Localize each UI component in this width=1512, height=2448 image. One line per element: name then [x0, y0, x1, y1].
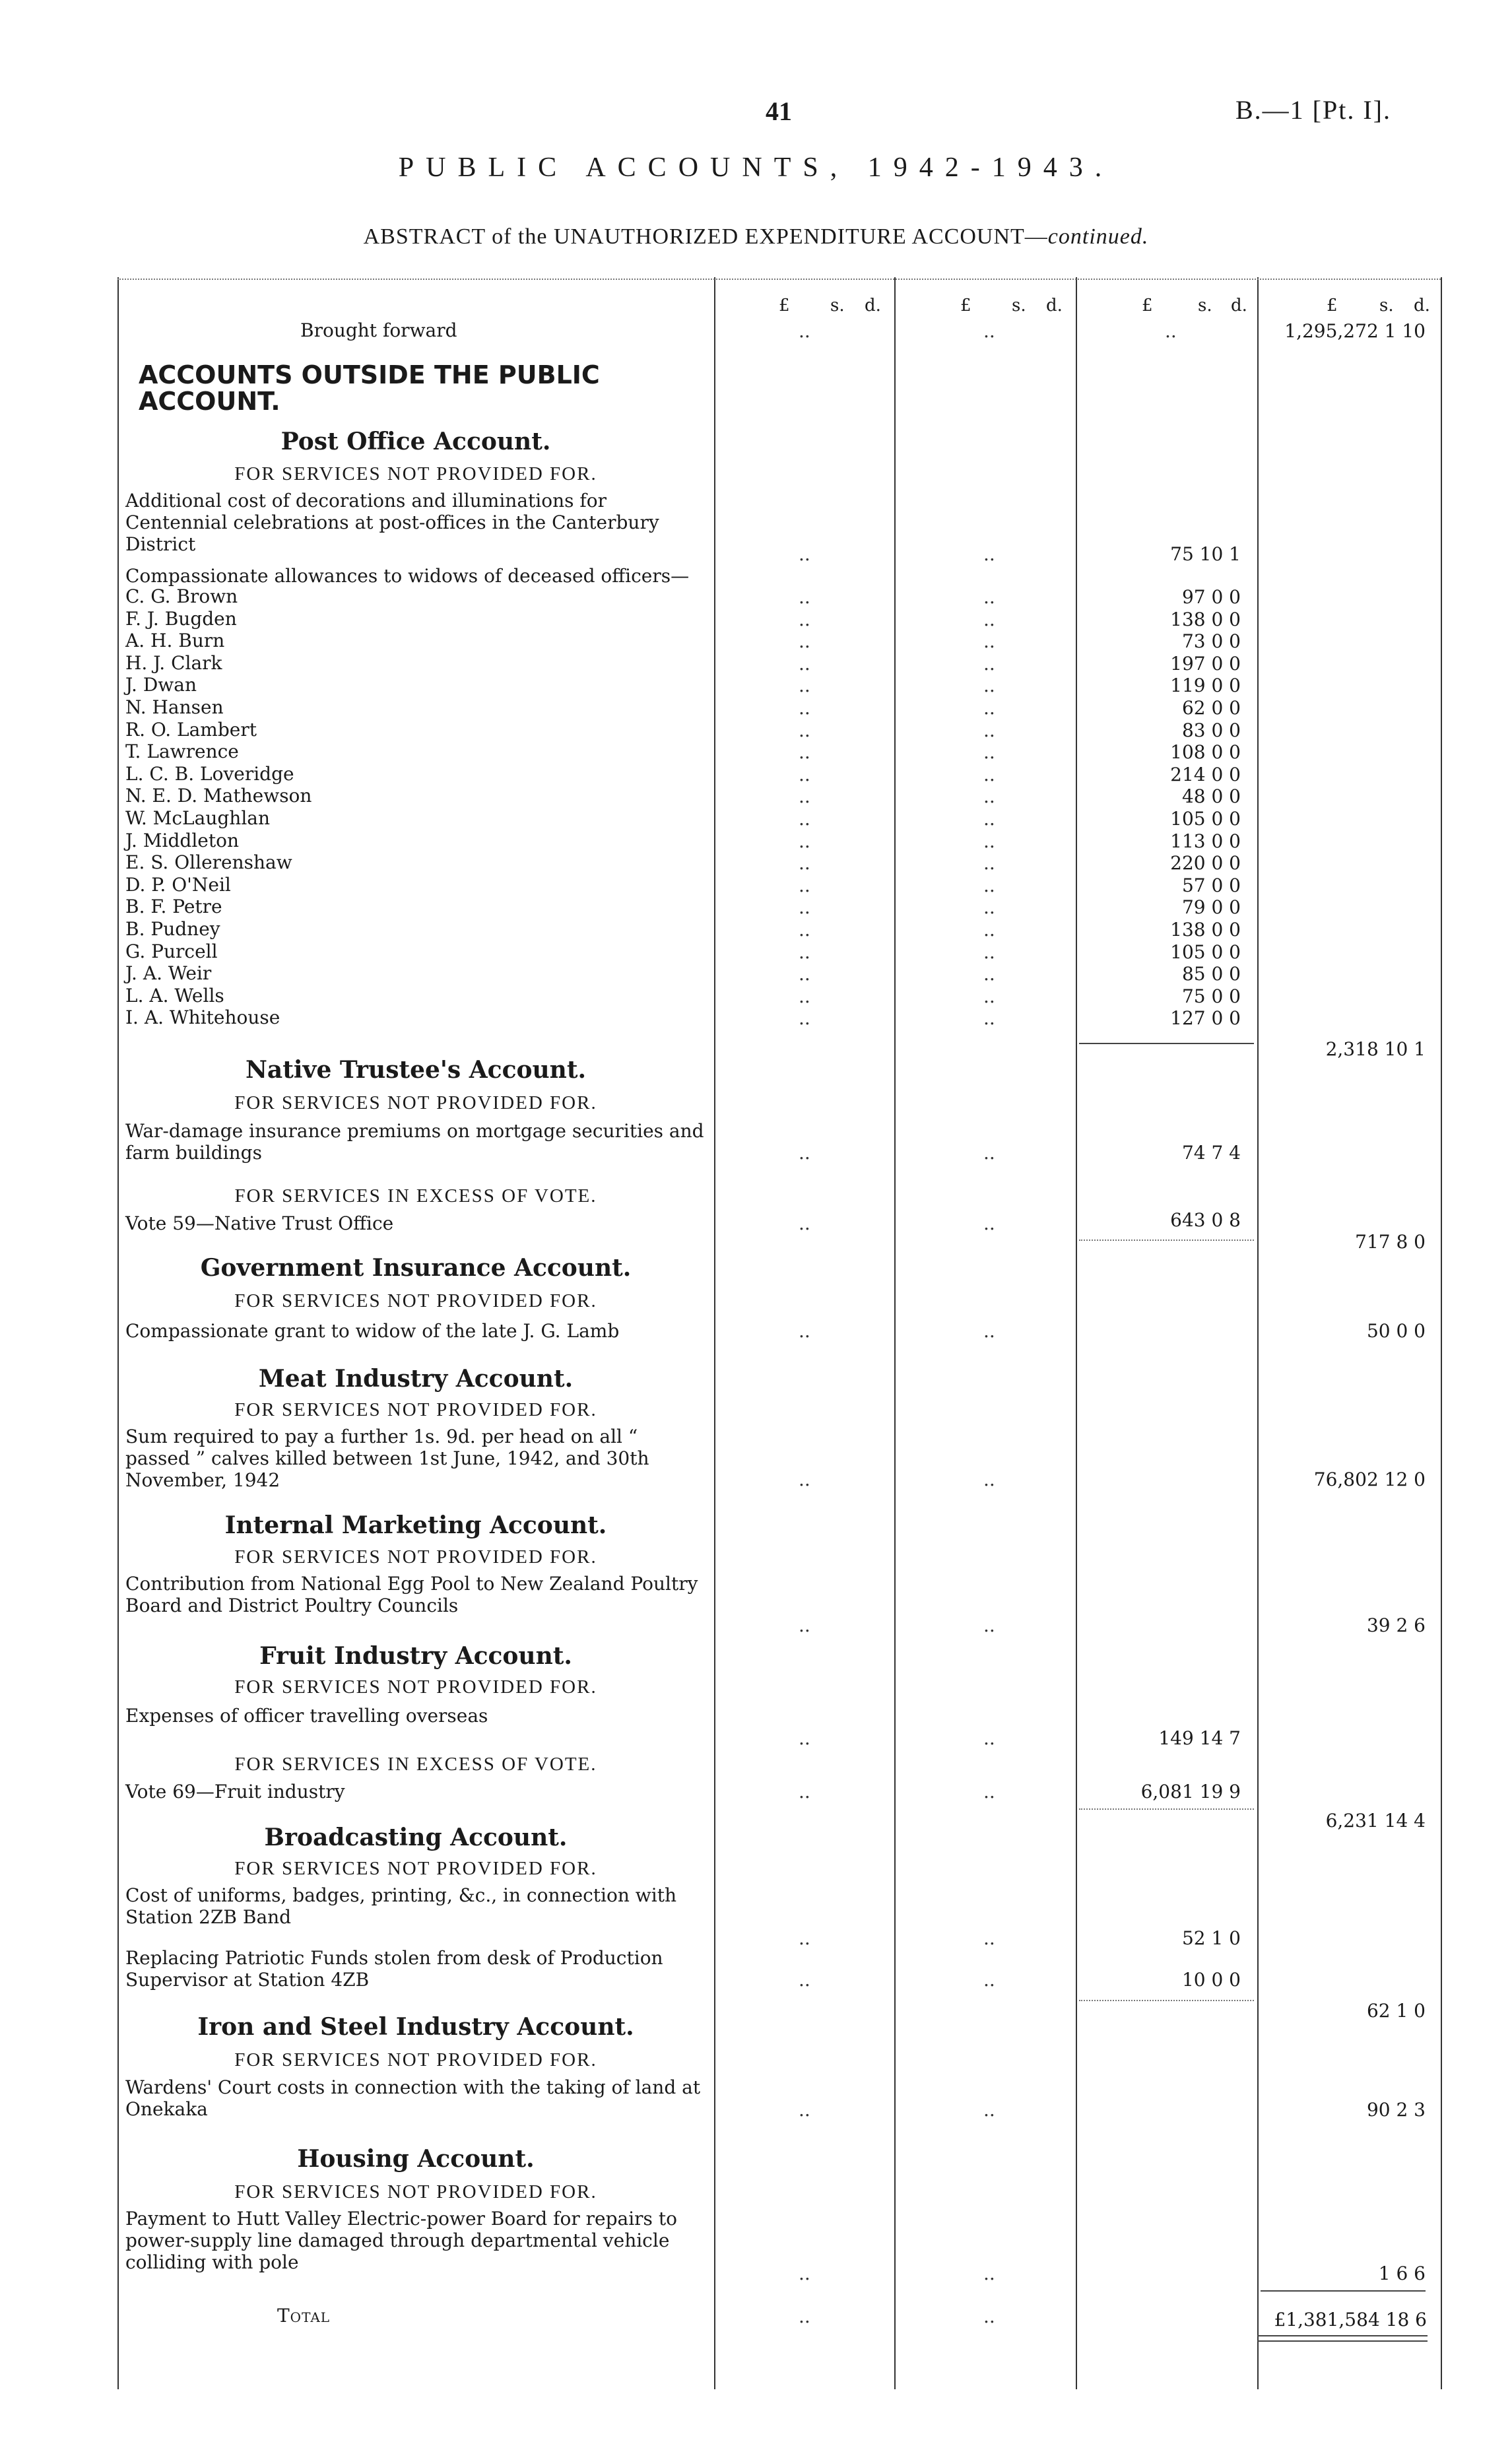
column-dots: ..: [983, 1007, 995, 1029]
decorations-text: Additional cost of decorations and illuminations for Centennial celebrations at post-offices in the Canterbury District: [125, 490, 659, 555]
war-damage-text: War-damage insurance premiums on mortgage securities and farm buildings: [125, 1120, 704, 1164]
column-dots: ..: [799, 1142, 810, 1164]
war-damage-amount: 74 7 4: [1181, 1142, 1241, 1164]
widow-amount: 105 0 0: [1170, 808, 1241, 830]
column-dots: ..: [983, 741, 995, 763]
page-title: PUBLIC ACCOUNTS, 1942-1943.: [398, 152, 1114, 183]
widow-name: L. C. B. Loveridge: [125, 763, 294, 785]
widow-name: E. S. Ollerenshaw: [125, 851, 292, 873]
widow-name: G. Purcell: [125, 941, 218, 962]
fruit-industry-total: 6,231 14 4: [1325, 1810, 1426, 1832]
column-rule-2: [894, 277, 896, 2389]
native-trustee-total: 717 8 0: [1355, 1231, 1426, 1253]
widow-amount: 73 0 0: [1181, 630, 1241, 652]
widow-amount: 214 0 0: [1170, 764, 1241, 785]
widow-name: J. A. Weir: [125, 962, 212, 984]
column-dots: ..: [983, 1727, 995, 1749]
column-dots: ..: [799, 1469, 810, 1490]
widow-name: W. McLaughlan: [125, 807, 270, 829]
widow-name: J. Dwan: [125, 674, 197, 696]
col5-pence: d.: [1414, 296, 1430, 315]
brought-forward-dots-2: ..: [799, 320, 810, 342]
column-dots: ..: [799, 653, 810, 675]
column-rule-3: [1076, 277, 1077, 2389]
power-line-amount: 1 6 6: [1378, 2263, 1426, 2284]
widow-amount: 119 0 0: [1170, 675, 1241, 696]
column-dots: ..: [983, 896, 995, 918]
patriotic-funds-amount: 10 0 0: [1181, 1969, 1241, 1991]
total-double-rule: [1257, 2340, 1428, 2342]
brought-forward-label: Brought forward: [300, 319, 457, 341]
widow-name: H. J. Clark: [125, 652, 222, 674]
internal-marketing-category: FOR SERVICES NOT PROVIDED FOR.: [234, 1546, 597, 1568]
column-dots: ..: [983, 919, 995, 941]
column-dots: ..: [983, 697, 995, 719]
widow-amount: 85 0 0: [1181, 963, 1241, 985]
broadcasting-subtotal-rule: [1079, 2000, 1254, 2001]
column-dots: ..: [983, 2305, 995, 2327]
column-dots: ..: [799, 697, 810, 719]
col4-pound: £: [1142, 296, 1153, 315]
widow-amount: 138 0 0: [1170, 919, 1241, 941]
column-dots: ..: [799, 719, 810, 741]
column-dots: ..: [983, 2263, 995, 2284]
column-dots: ..: [983, 764, 995, 785]
table-right-rule: [1441, 277, 1442, 2389]
widow-amount: 113 0 0: [1170, 830, 1241, 852]
widow-amount: 75 0 0: [1181, 985, 1241, 1007]
column-dots: ..: [799, 2099, 810, 2121]
widow-amount: 48 0 0: [1181, 785, 1241, 807]
column-dots: ..: [983, 1969, 995, 1991]
broadcasting-title: Broadcasting Account.: [264, 1824, 568, 1851]
table-left-rule: [117, 277, 119, 2389]
column-dots: ..: [983, 543, 995, 565]
column-dots: ..: [799, 2305, 810, 2327]
col2-pound: £: [779, 296, 790, 315]
column-dots: ..: [799, 543, 810, 565]
widow-name: B. F. Petre: [125, 896, 222, 917]
column-dots: ..: [799, 630, 810, 652]
broadcasting-total: 62 1 0: [1366, 2000, 1426, 2022]
column-dots: ..: [799, 1007, 810, 1029]
fruit-industry-category-1: FOR SERVICES NOT PROVIDED FOR.: [234, 1676, 597, 1698]
patriotic-funds-text: Replacing Patriotic Funds stolen from desk of Production Supervisor at Station 4ZB: [125, 1947, 663, 1991]
iron-steel-title: Iron and Steel Industry Account.: [197, 2013, 634, 2041]
column-dots: ..: [799, 764, 810, 785]
native-trustee-category-1: FOR SERVICES NOT PROVIDED FOR.: [234, 1092, 597, 1113]
column-dots: ..: [799, 808, 810, 830]
column-dots: ..: [983, 985, 995, 1007]
subtitle-main: ABSTRACT of the UNAUTHORIZED EXPENDITURE ACCOUNT—: [363, 224, 1048, 249]
compassionate-label: Compassionate allowances to widows of deceased officers—: [125, 565, 690, 587]
column-dots: ..: [983, 875, 995, 896]
column-dots: ..: [983, 1927, 995, 1949]
column-dots: ..: [983, 785, 995, 807]
widow-amount: 97 0 0: [1181, 586, 1241, 608]
col5-shillings: s.: [1379, 296, 1394, 315]
egg-pool-text: Contribution from National Egg Pool to New Zealand Poultry Board and District Poultry Councils: [125, 1573, 698, 1616]
widow-amount: 79 0 0: [1181, 896, 1241, 918]
column-dots: ..: [983, 630, 995, 652]
internal-marketing-title: Internal Marketing Account.: [224, 1511, 607, 1539]
column-dots: ..: [799, 1614, 810, 1636]
column-dots: ..: [799, 1781, 810, 1803]
column-dots: ..: [983, 586, 995, 608]
calves-payment-text: Sum required to pay a further 1s. 9d. per head on all “ passed ” calves killed between 1st June, 1942, and 30th November, 1942: [125, 1426, 649, 1491]
column-dots: ..: [799, 785, 810, 807]
col2-shillings: s.: [830, 296, 845, 315]
widow-name: F. J. Bugden: [125, 608, 237, 630]
wardens-court-text: Wardens' Court costs in connection with the taking of land at Onekaka: [125, 2076, 701, 2120]
calves-payment-amount: 76,802 12 0: [1313, 1469, 1426, 1490]
total-bottom-rule: [1257, 2335, 1428, 2336]
iron-steel-category: FOR SERVICES NOT PROVIDED FOR.: [234, 2049, 597, 2070]
brought-forward-dots-3: ..: [983, 320, 995, 342]
total-top-rule: [1261, 2290, 1426, 2292]
post-office-category: FOR SERVICES NOT PROVIDED FOR.: [234, 463, 597, 484]
col4-pence: d.: [1231, 296, 1247, 315]
column-dots: ..: [799, 586, 810, 608]
widow-name: B. Pudney: [125, 918, 220, 940]
widow-name: C. G. Brown: [125, 585, 238, 607]
widow-amount: 220 0 0: [1170, 852, 1241, 874]
widow-amount: 105 0 0: [1170, 941, 1241, 963]
widow-name: I. A. Whitehouse: [125, 1007, 280, 1028]
col5-pound: £: [1327, 296, 1338, 315]
housing-category: FOR SERVICES NOT PROVIDED FOR.: [234, 2181, 597, 2202]
column-dots: ..: [799, 919, 810, 941]
widow-amount: 138 0 0: [1170, 609, 1241, 630]
brought-forward-dots-4: ..: [1165, 320, 1177, 342]
power-line-text: Payment to Hutt Valley Electric-power Board for repairs to power-supply line damaged through departmental vehicle colliding with pole: [125, 2208, 677, 2273]
lamb-grant-text: Compassionate grant to widow of the late J. G. Lamb: [125, 1320, 620, 1342]
column-dots: ..: [799, 609, 810, 630]
column-dots: ..: [799, 1927, 810, 1949]
widow-name: D. P. O'Neil: [125, 874, 231, 896]
fruit-subtotal-rule: [1079, 1808, 1254, 1810]
column-dots: ..: [799, 941, 810, 963]
widow-amount: 83 0 0: [1181, 719, 1241, 741]
decorations-amount: 75 10 1: [1170, 543, 1241, 565]
native-trustee-category-2: FOR SERVICES IN EXCESS OF VOTE.: [234, 1185, 597, 1207]
native-trustee-subtotal-rule: [1079, 1240, 1254, 1241]
column-dots: ..: [983, 609, 995, 630]
post-office-title: Post Office Account.: [280, 428, 551, 455]
column-dots: ..: [983, 675, 995, 696]
section-heading: ACCOUNTS OUTSIDE THE PUBLIC ACCOUNT.: [139, 360, 600, 416]
column-dots: ..: [983, 1469, 995, 1490]
native-trustee-title: Native Trustee's Account.: [245, 1056, 587, 1084]
widow-name: J. Middleton: [125, 830, 239, 851]
total-label: Total: [277, 2305, 331, 2327]
widow-amount: 197 0 0: [1170, 653, 1241, 675]
column-dots: ..: [983, 1212, 995, 1234]
wardens-court-amount: 90 2 3: [1366, 2099, 1426, 2121]
column-rule-4: [1257, 277, 1259, 2389]
travel-expenses-text: Expenses of officer travelling overseas: [125, 1705, 488, 1727]
col3-pound: £: [960, 296, 971, 315]
column-dots: ..: [983, 1614, 995, 1636]
widow-amount: 127 0 0: [1170, 1007, 1241, 1029]
document-reference: B.—1 [Pt. I].: [1235, 95, 1391, 125]
column-dots: ..: [983, 1320, 995, 1342]
column-dots: ..: [799, 875, 810, 896]
post-office-total: 2,318 10 1: [1325, 1038, 1426, 1060]
widow-amount: 57 0 0: [1181, 875, 1241, 896]
page-number: 41: [766, 96, 792, 126]
column-dots: ..: [799, 1969, 810, 1991]
fruit-industry-category-2: FOR SERVICES IN EXCESS OF VOTE.: [234, 1754, 597, 1775]
band-uniforms-text: Cost of uniforms, badges, printing, &c., in connection with Station 2ZB Band: [125, 1884, 676, 1928]
column-dots: ..: [983, 963, 995, 985]
fruit-vote-amount: 6,081 19 9: [1140, 1781, 1241, 1803]
col3-pence: d.: [1046, 296, 1063, 315]
column-dots: ..: [983, 1781, 995, 1803]
widow-name: T. Lawrence: [125, 741, 239, 762]
column-dots: ..: [799, 2263, 810, 2284]
egg-pool-amount: 39 2 6: [1366, 1614, 1426, 1636]
broadcasting-category: FOR SERVICES NOT PROVIDED FOR.: [234, 1858, 597, 1879]
fruit-industry-title: Fruit Industry Account.: [259, 1642, 572, 1670]
native-trust-vote-text: Vote 59—Native Trust Office: [125, 1212, 394, 1234]
column-rule-1: [714, 277, 715, 2389]
page-subtitle: [0, 224, 1512, 249]
column-dots: ..: [983, 941, 995, 963]
column-dots: ..: [983, 1142, 995, 1164]
lamb-grant-amount: 50 0 0: [1366, 1320, 1426, 1342]
widow-amount: 108 0 0: [1170, 741, 1241, 763]
col2-pence: d.: [865, 296, 881, 315]
widow-name: L. A. Wells: [125, 985, 224, 1007]
column-dots: ..: [799, 963, 810, 985]
column-dots: ..: [799, 985, 810, 1007]
column-dots: ..: [799, 1320, 810, 1342]
col3-shillings: s.: [1012, 296, 1026, 315]
widow-name: R. O. Lambert: [125, 719, 257, 741]
column-dots: ..: [799, 896, 810, 918]
column-dots: ..: [799, 830, 810, 852]
post-office-subtotal-rule: [1079, 1043, 1254, 1044]
brought-forward-total: 1,295,272 1 10: [1284, 320, 1426, 342]
travel-expenses-amount: 149 14 7: [1158, 1727, 1241, 1749]
column-dots: ..: [799, 1727, 810, 1749]
column-dots: ..: [983, 719, 995, 741]
widow-name: N. E. D. Mathewson: [125, 785, 312, 807]
col4-shillings: s.: [1198, 296, 1212, 315]
meat-industry-category: FOR SERVICES NOT PROVIDED FOR.: [234, 1399, 597, 1420]
meat-industry-title: Meat Industry Account.: [258, 1365, 574, 1393]
column-dots: ..: [983, 852, 995, 874]
govt-insurance-title: Government Insurance Account.: [200, 1254, 632, 1282]
column-dots: ..: [799, 741, 810, 763]
widow-amount: 62 0 0: [1181, 697, 1241, 719]
table-top-rule: [117, 279, 1441, 280]
column-dots: ..: [983, 830, 995, 852]
widow-name: A. H. Burn: [125, 630, 225, 651]
fruit-vote-text: Vote 69—Fruit industry: [125, 1781, 345, 1803]
housing-title: Housing Account.: [297, 2145, 535, 2173]
widow-name: N. Hansen: [125, 696, 224, 718]
govt-insurance-category: FOR SERVICES NOT PROVIDED FOR.: [234, 1290, 597, 1311]
column-dots: ..: [983, 653, 995, 675]
column-dots: ..: [799, 852, 810, 874]
column-dots: ..: [983, 2099, 995, 2121]
native-trust-vote-amount: 643 0 8: [1170, 1209, 1241, 1231]
subtitle-continued: continued.: [1047, 224, 1149, 249]
column-dots: ..: [983, 808, 995, 830]
column-dots: ..: [799, 675, 810, 696]
column-dots: ..: [799, 1212, 810, 1234]
grand-total-amount: £1,381,584 18 6: [1274, 2309, 1427, 2331]
band-uniforms-amount: 52 1 0: [1181, 1927, 1241, 1949]
